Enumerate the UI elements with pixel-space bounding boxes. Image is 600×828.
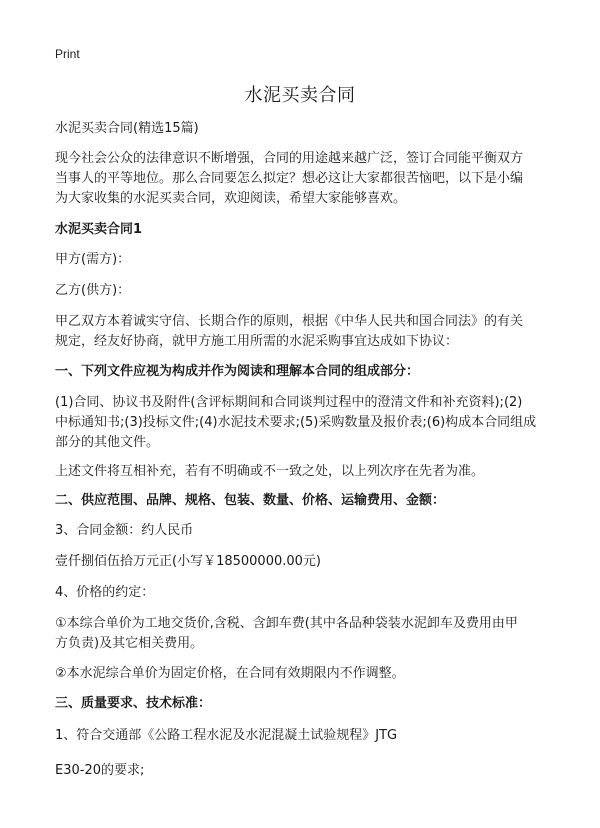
quality-line-1: 1、符合交通部《公路工程水泥及水泥混凝土试验规程》JTG bbox=[55, 728, 398, 743]
para2: 上述文件将互相补充，若有不明确或不一致之处，以上列次序在先者为准。 bbox=[55, 464, 485, 479]
heading-2: 二、供应范围、品牌、规格、包装、数量、价格、运输费用、金额： bbox=[55, 493, 446, 508]
document-subtitle: 水泥买卖合同(精选15篇) bbox=[55, 121, 199, 136]
list-line-1: (1)合同、协议书及附件(含评标期间和合同谈判过程中的澄清文件和补充资料);(2) bbox=[55, 395, 523, 410]
para1-line-1: 甲乙双方本着诚实守信、长期合作的原则，根据《中华人民共和国合同法》的有关 bbox=[55, 314, 524, 329]
intro-line-3: 为大家收集的水泥买卖合同，欢迎阅读，希望大家能够喜欢。 bbox=[55, 191, 407, 206]
party-a-line: 甲方(需方)： bbox=[55, 252, 131, 267]
price-item-1-line-1: ①本综合单价为工地交货价,含税、含卸车费(其中各品种袋装水泥卸车及费用由甲 bbox=[55, 616, 518, 631]
price-item-2: ②本水泥综合单价为固定价格，在合同有效期限内不作调整。 bbox=[55, 666, 405, 681]
para1-line-2: 规定，经友好协商，就甲方施工用所需的水泥采购事宜达成如下协议： bbox=[55, 334, 459, 349]
amount-value: 壹仟捌佰伍拾万元正(小写￥18500000.00元) bbox=[55, 554, 321, 569]
intro-line-2: 当事人的平等地位。那么合同要怎么拟定？想必这让大家都很苦恼吧，以下是小编 bbox=[55, 171, 524, 186]
list-line-3: 部分的其他文件。 bbox=[55, 435, 160, 450]
amount-label: 3、合同金额：约人民币 bbox=[55, 523, 194, 538]
list-line-2: 中标通知书;(3)投标文件;(4)水泥技术要求;(5)采购数量及报价表;(6)构成本合同组成 bbox=[55, 415, 537, 430]
price-label: 4、价格的约定： bbox=[55, 585, 155, 600]
intro-line-1: 现今社会公众的法律意识不断增强，合同的用途越来越广泛，签订合同能平衡双方 bbox=[55, 151, 524, 166]
party-b-line: 乙方(供方)： bbox=[55, 283, 131, 298]
document-title: 水泥买卖合同 bbox=[244, 85, 356, 106]
section-heading: 水泥买卖合同1 bbox=[55, 222, 143, 237]
print-label[interactable]: Print bbox=[55, 47, 80, 61]
heading-3: 三、质量要求、技术标准： bbox=[55, 696, 212, 711]
quality-line-2: E30-20的要求; bbox=[55, 763, 145, 778]
heading-1: 一、下列文件应视为构成并作为阅读和理解本合同的组成部分： bbox=[55, 364, 420, 379]
price-item-1-line-2: 方负责)及其它相关费用。 bbox=[55, 636, 204, 651]
